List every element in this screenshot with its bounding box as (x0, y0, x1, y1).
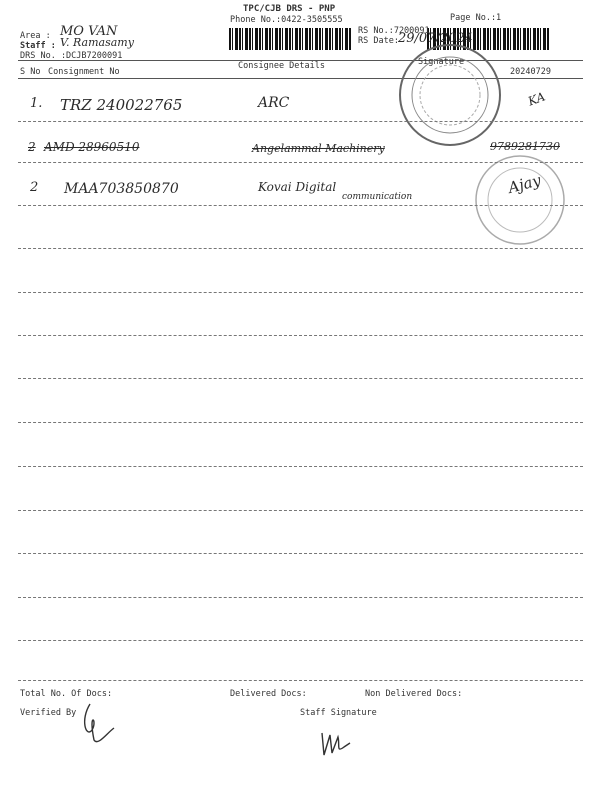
verified-by-label: Verified By (20, 708, 77, 718)
row-divider (18, 205, 583, 206)
row-divider (18, 248, 583, 249)
row2-signature: 9789281730 (490, 140, 560, 153)
drs-title: TPC/CJB DRS - PNP (243, 4, 336, 14)
consignment-heading: Consignment No (48, 67, 120, 77)
row2-consignee: Angelammal Machinery (252, 142, 385, 155)
barcode-left (229, 28, 352, 50)
row-divider (18, 640, 583, 641)
row-divider (18, 510, 583, 511)
office-stamp (395, 40, 505, 150)
area-value: MO VAN (60, 24, 118, 39)
consignee-details-heading: Consignee Details (238, 61, 325, 71)
area-label: Area : (20, 31, 51, 41)
row-divider (18, 597, 583, 598)
drs-number: DRS No. :DCJB7200091 (20, 51, 123, 61)
row1-consignment: TRZ 240022765 (60, 96, 183, 114)
row1-sno: 1. (30, 96, 43, 111)
row2-sno: 2 (28, 140, 36, 154)
sno-heading: S No (20, 67, 41, 77)
row3-sno: 2 (30, 180, 39, 195)
row1-consignee: ARC (258, 95, 290, 111)
row-divider (18, 466, 583, 467)
non-delivered-docs-label: Non Delivered Docs: (365, 689, 463, 699)
print-date: 20240729 (510, 67, 551, 77)
staff-signature-label: Staff Signature (300, 708, 377, 718)
row3-signature: Ajay (506, 171, 543, 197)
row3-consignment: MAA703850870 (64, 181, 179, 197)
row-divider (18, 553, 583, 554)
signature-heading: Signature (418, 57, 465, 67)
staff-signature-mark (318, 725, 358, 760)
verifier-signature (78, 700, 118, 750)
row-divider (18, 292, 583, 293)
delivered-docs-label: Delivered Docs: (230, 689, 307, 699)
page-number: Page No.:1 (450, 13, 502, 23)
rs-number: RS No.:7200091 (358, 26, 430, 36)
row3-consignee-cont: communication (342, 192, 413, 202)
phone-number: Phone No.:0422-3505555 (230, 15, 343, 25)
row-divider (18, 162, 583, 163)
row1-signature: KA (526, 89, 548, 109)
total-docs-label: Total No. Of Docs: (20, 689, 113, 699)
row-divider (18, 422, 583, 423)
row2-consignment: AMD 28960510 (44, 140, 140, 154)
company-stamp (470, 150, 570, 250)
row-divider (18, 680, 583, 681)
rs-date-value: 29/07/2024 (398, 31, 473, 46)
row-divider (18, 335, 583, 336)
rs-date-label: RS Date: (358, 36, 399, 46)
row3-consignee: Kovai Digital (258, 180, 337, 194)
row-divider (18, 378, 583, 379)
row-divider (18, 121, 583, 122)
staff-label: Staff : (20, 41, 56, 51)
staff-value: V. Ramasamy (60, 36, 134, 49)
